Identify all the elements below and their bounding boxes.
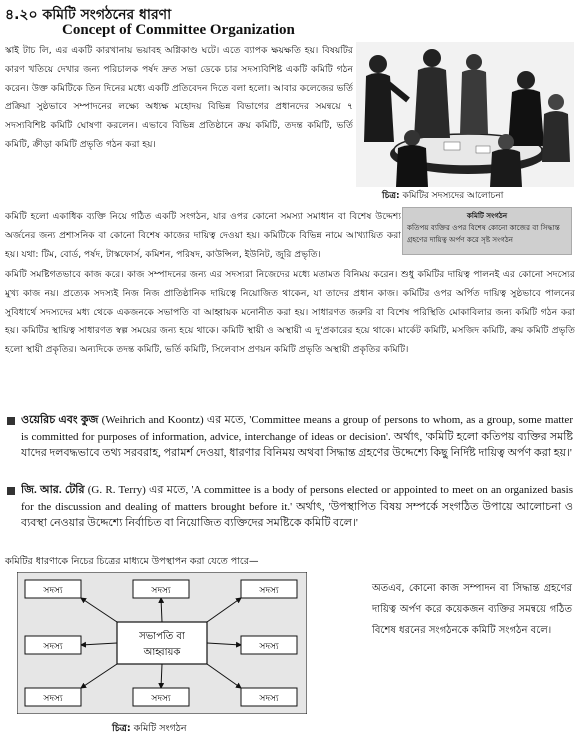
section-heading-english: Concept of Committee Organization <box>62 22 295 38</box>
member-label: সদস্য <box>43 694 63 704</box>
member-label: সদস্য <box>43 642 63 652</box>
quote-terry <box>5 482 575 552</box>
quote-body: (G. R. Terry) এর মতে, 'A committee is a body of persons elected or appointed to meet on an organized basis for the discussion and dealing of matters brought before it.' অর্থাৎ, 'উপস্থাপিত বিষয় সম্পর্কে সংগঠিত উপায়ে আলোচনা ও ব্যবস্থা নেওয়ার উদ্দেশ্যে নির্বাচিত বা নিয়োজিত ব্যক্তিদের সমষ্টিকে কমিটি বলে।' <box>21 484 573 529</box>
diagram-center-node <box>117 622 207 664</box>
center-node-line2: আহ্বায়ক <box>143 647 181 658</box>
center-node-line1: সভাপতি বা <box>139 631 185 642</box>
definition-box-title: কমিটি সংগঠন <box>466 211 508 220</box>
member-label: সদস্য <box>259 694 279 704</box>
definition-box-text: কতিপয় ব্যক্তির ওপর বিশেষ কোনো কাজের বা সিদ্ধান্ত গ্রহণের দায়িত্ব অর্পণ করে সৃষ্ট সংগঠন <box>407 223 560 244</box>
member-node <box>241 636 297 654</box>
quote-text <box>21 482 573 552</box>
quote-author: ওয়েরিচ এবং কুজ <box>21 414 99 426</box>
paragraph-intro: স্কাই টাচ লি, এর একটি কারখানায় ভয়াবহ অগ্নিকাণ্ড ঘটে। এতে ব্যাপক ক্ষয়ক্ষতি হয়। বিষয়টির কারণ খতিয়ে দেখার জন্য পরিচালক পর্ষদ দ্রুত সভা ডেকে চার সদস্যবিশিষ্ট একটি কমিটি গঠন করেন। উক্ত কমিটিকে তিন দিনের মধ্যে একটি প্রতিবেদন দিতে বলা হলো। আবার কলেজের ভর্তি প্রক্রিয়া সুষ্ঠভাবে সম্পাদনের লক্ষ্যে অধ্যক্ষ মহোদয় বিভিন্ন বিভাগের প্রধানদের সমন্বয়ে ৭ সদস্যবিশিষ্ট কমিটি ঘোষণা করলেন। এভাবে বিভিন্ন প্রতিষ্ঠানে ক্রয় কমিটি, তদন্ত কমিটি, ভর্তি কমিটি, ক্রীড়া কমিটি প্রভৃতি গঠন করা হয়। <box>5 45 353 150</box>
section-heading: ৪.২০ কমিটি সংগঠনের ধারণা <box>5 7 172 23</box>
member-node <box>25 688 81 706</box>
quote-weihrich-koontz <box>5 412 575 480</box>
member-node <box>25 636 81 654</box>
member-label: সদস্য <box>151 586 171 596</box>
diagram-caption <box>112 722 187 737</box>
square-bullet-icon <box>7 487 15 495</box>
member-label: সদস্য <box>259 586 279 596</box>
diagram-caption-label: চিত্র: <box>112 723 131 734</box>
member-node <box>133 688 189 706</box>
paragraph-definition: কমিটি হলো একাধিক ব্যক্তি নিয়ে গঠিত একটি সংগঠন, যার ওপর কোনো সমস্যা সমাধান বা বিশেষ উদ্দেশ্য অর্জনের জন্য প্রশাসনিক বা কোনো বিশেষ কাজের দায়িত্ব দেওয়া হয়। কমিটিকে বিভিন্ন নামে আখ্যায়িত করা হয়। যথা: টিম, বোর্ড, পর্ষদ, টাস্কফোর্স, কমিশন, পরিষদ, কাউন্সিল, ইউনিট, জুরি প্রভৃতি। <box>5 211 401 260</box>
member-node <box>241 580 297 598</box>
quote-author: জি. আর. টেরি <box>21 484 85 496</box>
photo-caption-text: কমিটির সদস্যদের আলোচনা <box>399 191 504 201</box>
committee-diagram <box>17 572 307 714</box>
conclusion-text: অতএব, কোনো কাজ সম্পাদন বা সিদ্ধান্ত গ্রহণের দায়িত্ব অর্পণ করে কয়েকজন ব্যক্তির সমন্বয়ে গঠিত বিশেষ ধরনের সংগঠনকে কমিটি সংগঠন বলে। <box>372 583 572 636</box>
quote-text <box>21 412 573 480</box>
diagram-intro: কমিটির ধারণাকে নিচের চিত্রের মাধ্যমে উপস্থাপন করা যেতে পারে— <box>5 556 259 567</box>
committee-meeting-photo <box>356 42 574 187</box>
member-node <box>25 580 81 598</box>
member-label: সদস্য <box>151 694 171 704</box>
member-label: সদস্য <box>43 586 63 596</box>
quote-body: (Weihrich and Koontz) এর মতে, 'Committee means a group of persons to whom, as a group, some matter is committed for purposes of information, advice, interchange of ideas or decision'. অর্থাৎ, 'কমিটি হলো কতিপয় ব্যক্তির সমষ্টি যাদের দলবদ্ধভাবে তথ্য সরবরাহ, পরামর্শ দেওয়া, ধারণার বিনিময় অথবা সিদ্ধান্ত গ্রহণের উদ্দেশ্যে কিছু নির্দিষ্ট দায়িত্ব অর্পণ করা হয়।' <box>21 414 573 459</box>
square-bullet-icon <box>7 417 15 425</box>
photo-caption <box>382 188 503 203</box>
photo-caption-label: চিত্র: <box>382 191 400 201</box>
diagram-caption-text: কমিটি সংগঠন <box>130 723 187 734</box>
paragraph-features: কমিটি সমষ্টিগতভাবে কাজ করে। কাজ সম্পাদনের জন্য এর সদস্যরা নিজেদের মধ্যে মতামত বিনিময় করেন। শুধু কমিটির দায়িত্ব পালনই এর কোনো সদস্যের মুখ্য কাজ নয়। প্রত্যেক সদস্যই নিজ নিজ প্রাতিষ্ঠানিক দায়িত্বে নিয়োজিত থাকেন, যা তাদের প্রধান কাজ। কমিটির ওপর অর্পিত দায়িত্ব সুষ্ঠভাবে পালনের সুবিধার্থে সদস্যদের মধ্য থেকে একজনকে সভাপতি বা আহ্বায়ক মনোনীত করা হয়। সাধারণত জরুরি বা বিশেষ পরিস্থিতি মোকাবিলার জন্য কমিটি গঠন করা হয়। কমিটির স্থায়িত্ব সাধারণত স্বল্প সময়ের জন্য হয়ে থাকে। কমিটি স্থায়ী ও অস্থায়ী এ দু'প্রকারের হয়ে থাকে। মার্কেট কমিটি, মসজিদ কমিটি, ক্রয় কমিটি প্রভৃতি হলো স্থায়ী প্রকৃতির। অন্যদিকে তদন্ত কমিটি, ভর্তি কমিটি, সিলেবাস প্রণয়ন কমিটি প্রভৃতি অস্থায়ী প্রকৃতির কমিটি। <box>5 269 575 356</box>
member-node <box>241 688 297 706</box>
member-label: সদস্য <box>259 642 279 652</box>
member-node <box>133 580 189 598</box>
definition-box <box>402 207 572 255</box>
